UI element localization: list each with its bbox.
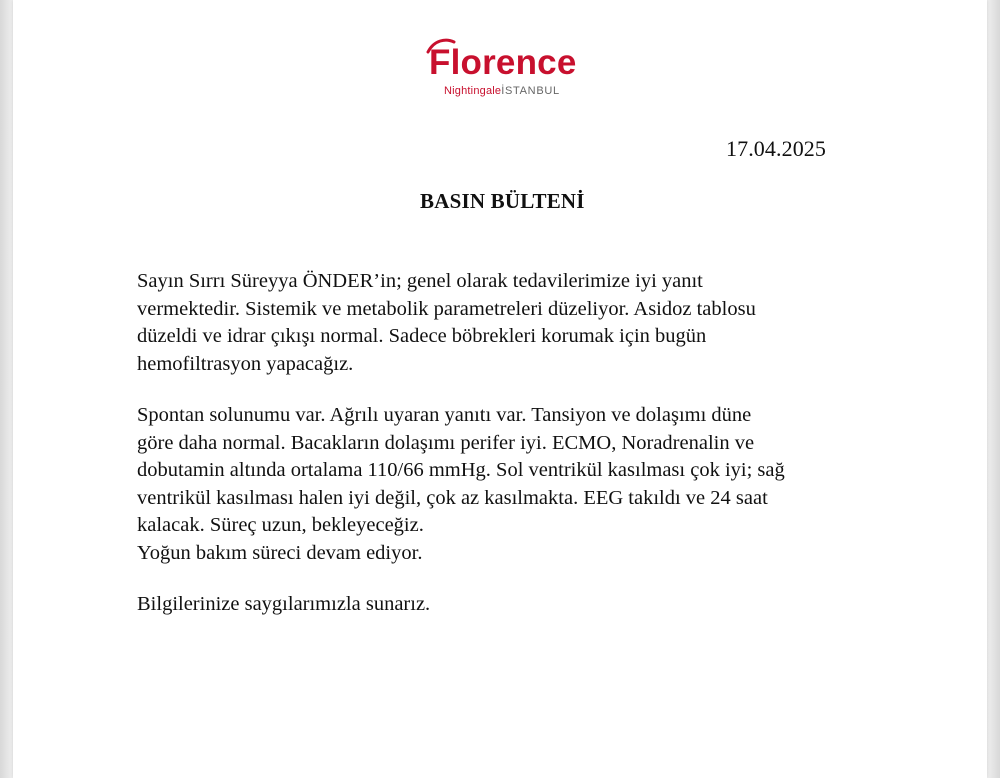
paragraph-line: Sayın Sırrı Süreyya ÖNDER’in; genel olarak tedavilerimize iyi yanıt — [137, 270, 703, 292]
paragraph-line: düzeldi ve idrar çıkışı normal. Sadece böbrekleri korumak için bugün — [137, 325, 707, 347]
logo-subtitle — [444, 85, 560, 97]
document-page — [13, 0, 987, 778]
paragraph-line: ventrikül kasılması halen iyi değil, çok az kasılmakta. EEG takıldı ve 24 saat — [137, 486, 768, 509]
logo-sub-brand: Nightingale — [444, 85, 502, 97]
paragraph-line: kalacak. Süreç uzun, bekleyeceğiz. — [137, 514, 424, 536]
paragraph-1 — [137, 268, 897, 378]
document-date: 17.04.2025 — [726, 136, 826, 161]
logo-brand: Florence — [429, 43, 577, 82]
paragraph-line: Spontan solunumu var. Ağrılı uyaran yanıtı var. Tansiyon ve dolaşımı düne — [137, 404, 752, 426]
document-title: BASIN BÜLTENİ — [420, 189, 585, 213]
closing-line — [137, 591, 897, 619]
paragraph-line: göre daha normal. Bacakların dolaşımı perifer iyi. ECMO, Noradrenalin ve — [137, 431, 755, 454]
paragraph-line: dobutamin altında ortalama 110/66 mmHg. Sol ventrikül kasılması çok iyi; sağ — [137, 459, 785, 481]
scan-edge-right — [987, 0, 1000, 778]
paragraph-line: Bilgilerinize saygılarımızla sunarız. — [137, 593, 431, 615]
florence-nightingale-logo — [413, 38, 613, 102]
scan-edge-left — [0, 0, 13, 778]
paragraph-line: vermektedir. Sistemik ve metabolik parametreleri düzeliyor. Asidoz tablosu — [137, 297, 756, 320]
logo-city: İSTANBUL — [501, 85, 560, 97]
paragraph-line: Yoğun bakım süreci devam ediyor. — [137, 541, 423, 564]
paragraph-line: hemofiltrasyon yapacağız. — [137, 352, 354, 375]
paragraph-2 — [137, 402, 897, 567]
